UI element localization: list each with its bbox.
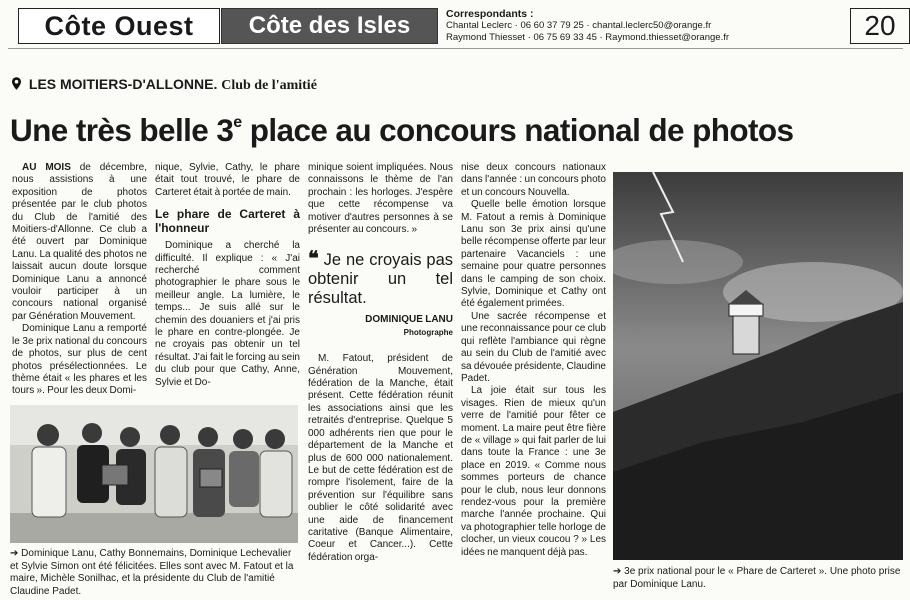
locality-topic: Club de l'amitié <box>221 78 317 93</box>
paragraph-text: de décembre, nous assistions à une exposition de photos présentée par le club photos du Club de l'amitié des Moitiers-d'Allonne. Ce club a été ouvert par Dominique Lanu. La qualité des photos ne laissait aucun doute lorsque Dominique Lanu a annoncé vouloir participer à un concours national organisé par Génération Mouvement. <box>12 162 147 322</box>
pull-quote-text <box>308 250 453 308</box>
group-photo-caption: ➔ Dominique Lanu, Cathy Bonnemains, Dominique Lechevalier et Sylvie Simon ont été félicitées. Elles sont avec M. Fatout et la maire, Michèle Sonilhac, et la présidente du Club de l'amitié Claudine Padet. <box>10 548 294 597</box>
paragraph: nique, Sylvie, Cathy, le phare était tout trouvé, le phare de Carteret était à portée de main. <box>155 162 300 198</box>
correspondent-2: Raymond Thiesset · 06 75 69 33 45 · Raymond.thiesset@orange.fr <box>446 32 730 43</box>
lead-words: AU MOIS <box>22 162 71 173</box>
article-column-2 <box>155 162 300 389</box>
header-rule <box>8 48 903 49</box>
page-number: 20 <box>850 8 910 44</box>
headline-superscript: e <box>233 114 242 131</box>
subsection-tag: Côte des Isles <box>221 8 438 44</box>
correspondents-title: Correspondants : <box>446 8 534 20</box>
section-tag: Côte Ouest <box>18 8 220 44</box>
locality-line <box>12 76 317 94</box>
article-column-1 <box>12 162 147 398</box>
quote-author: DOMINIQUE LANU <box>365 314 453 326</box>
lighthouse-photo-caption: ➔ 3e prix national pour le « Phare de Carteret ». Une photo prise par Dominique Lanu. <box>613 566 901 590</box>
lighthouse-photo <box>613 172 903 560</box>
location-pin-icon <box>12 77 21 90</box>
paragraph: M. Fatout, président de Génération Mouvement, fédération de la Manche, était présent. Cette fédération réunit les associations ainsi que les retraités d'entreprise. Quelque 5 000 adhérents rien que pour le département de la Manche et plus de 600 000 nationalement. Le but de cette fédération est de rompre l'isolement, faire de la prévention sur l'équilibre sans oublier le côté solidarité avec une aide de financement caritative (Banque Alimentaire, Coeur et Cancer...). Cette fédération orga- <box>308 353 453 563</box>
lighthouse-photo-illustration <box>613 172 903 560</box>
paragraph: Dominique Lanu a remporté le 3e prix national du concours de photos, sur plus de cent photos présélectionnées. Le thème était « les phares et les tours ». Pour les deux Domi- <box>12 323 147 397</box>
headline-part1: Une très belle 3 <box>10 112 234 148</box>
headline-part2: place au concours national de photos <box>241 112 794 148</box>
article-headline <box>10 112 900 149</box>
quote-body: Je ne croyais pas obtenir un tel résultat. <box>308 251 453 308</box>
pull-quote <box>308 250 453 339</box>
correspondents-box <box>446 8 846 44</box>
page-header <box>8 4 908 44</box>
article-column-4 <box>461 162 606 559</box>
quote-mark-icon: ❝ <box>308 248 319 271</box>
paragraph: nise deux concours nationaux dans l'année : un concours photo et un concours Nouvella. <box>461 162 606 198</box>
correspondent-1: Chantal Leclerc · 06 60 37 79 25 · chantal.leclerc50@orange.fr <box>446 20 712 31</box>
subheading: Le phare de Carteret à l'honneur <box>155 207 300 236</box>
paragraph <box>12 162 147 323</box>
quote-role: Photographe <box>403 327 453 337</box>
group-photo-illustration <box>10 405 298 543</box>
paragraph: Quelle belle émotion lorsque M. Fatout a remis à Dominique Lanu son 3e prix ainsi qu'une belle récompense offerte par leur partenaire Vacanciels : une semaine pour quatre personnes dans le camping de son choix. Sylvie, Dominique et Cathy ont été également primées. <box>461 199 606 310</box>
locality-place: LES MOITIERS-D'ALLONNE. <box>28 76 218 92</box>
group-photo <box>10 405 298 543</box>
paragraph: La joie était sur tous les visages. Rien de mieux qu'un verre de l'amitié pour fêter ce moment. La maire peut être fière de « village » qui fait parler de lui dans toute la France : une 3e place en 2019. « Comme nous sommes porteurs de chance pour le club, nous leur donnons rendez-vous pour la première marche l'année prochaine. Qui va photographier telle horloge de clocher, un vieux coucou ? » Les idées ne manquent déjà pas. <box>461 385 606 558</box>
paragraph: Une sacrée récompense et une reconnaissance pour ce club qui reflète l'ambiance qui règne au sein du Club de l'amitié avec sa dévouée présidente, Claudine Padet. <box>461 310 606 384</box>
paragraph: minique soient impliquées. Nous connaissons le thème de l'an prochain : les horloges. J'espère que cette récompense va motiver d'autres personnes à se présenter au concours. » <box>308 162 453 236</box>
article-column-3 <box>308 162 453 564</box>
paragraph: Dominique a cherché la difficulté. Il explique : « J'ai recherché comment photographier le phare sous le meilleur angle. La lumière, le temps... Je suis allé sur le chemin des douaniers et j'ai pris le phare en contre-plongée. Je ne croyais pas obtenir un tel résultat. J'ai fait le forcing au sein du club pour que Cathy, Anne, Sylvie et Do- <box>155 240 300 388</box>
